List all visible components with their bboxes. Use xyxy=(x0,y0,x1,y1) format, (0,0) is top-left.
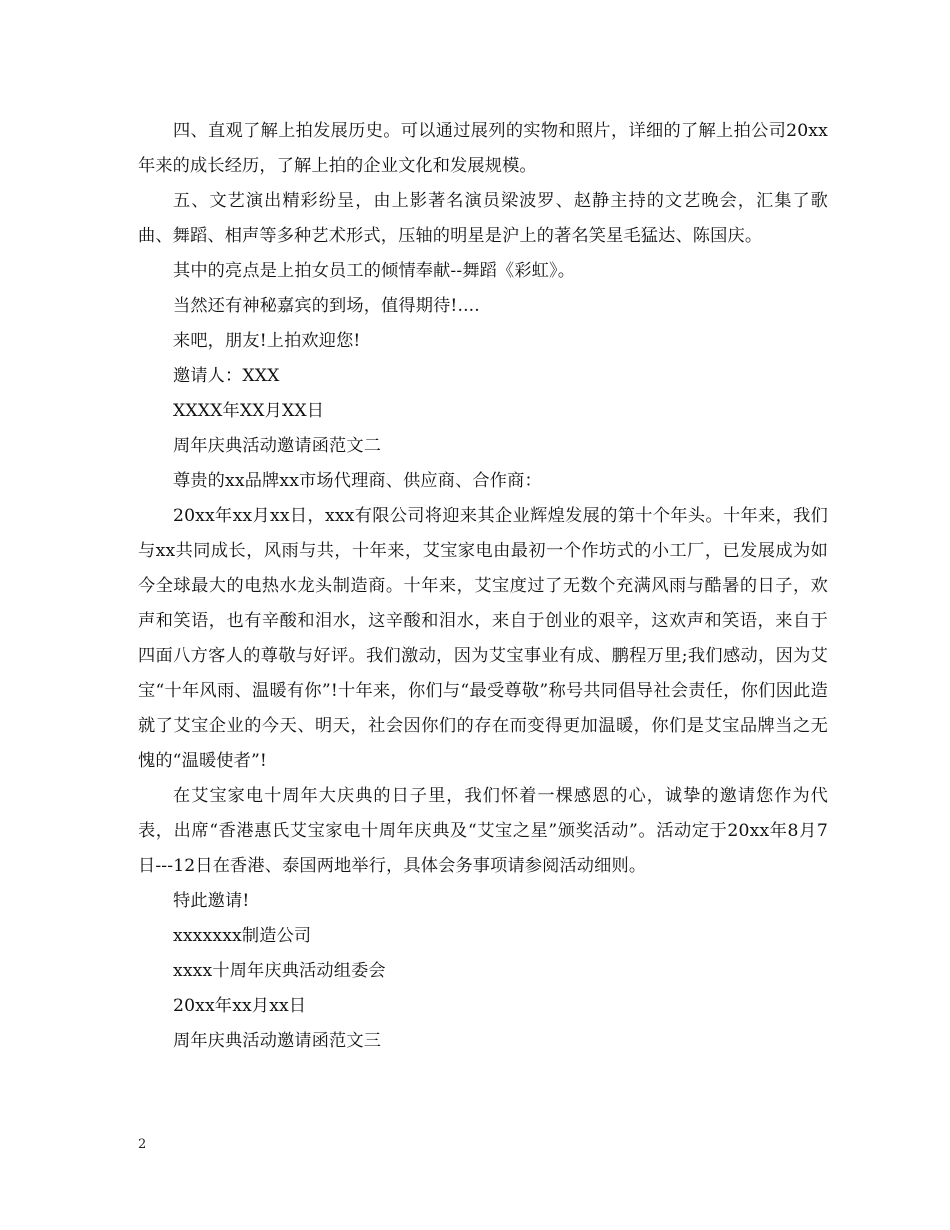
paragraph-date-2: 20xx年xx月xx日 xyxy=(173,996,307,1016)
paragraph-welcome: 来吧，朋友!上拍欢迎您! xyxy=(173,331,361,351)
paragraph-highlight: 其中的亮点是上拍女员工的倾情奉献--舞蹈《彩虹》。 xyxy=(173,261,576,281)
paragraph-tenth-anniversary: 20xx年xx月xx日，xxx有限公司将迎来其企业辉煌发展的第十个年头。十年来，我们与xx共同成长，风雨与共，十年来，艾宝家电由最初一个作坊式的小工厂，已发展成为如今全球最大的电热水龙头制造商。十年来，艾宝度过了无数个充满风雨与酷暑的日子，欢声和笑语，也有辛酸和泪水，这辛酸和泪水，来自于创业的艰辛，这欢声和笑语，来自于四面八方客人的尊敬与好评。我们激动，因为艾宝事业有成、鹏程万里;我们感动，因为艾宝“十年风雨、温暖有你”!十年来，你们与“最受尊敬”称号共同倡导社会责任，你们因此造就了艾宝企业的今天、明天，社会因你们的存在而变得更加温暖，你们是艾宝品牌当之无愧的“温暖使者”! xyxy=(138,506,828,771)
section-heading-sample-2: 周年庆典活动邀请函范文二 xyxy=(173,436,382,456)
paragraph-company: xxxxxxx制造公司 xyxy=(173,926,312,946)
paragraph-committee: xxxx十周年庆典活动组委会 xyxy=(173,961,386,981)
paragraph-exhibition-history: 四、直观了解上拍发展历史。可以通过展列的实物和照片，详细的了解上拍公司20xx年来的成长经历，了解上拍的企业文化和发展规模。 xyxy=(138,121,828,176)
section-heading-sample-3: 周年庆典活动邀请函范文三 xyxy=(173,1031,382,1051)
paragraph-salutation: 尊贵的xx品牌xx市场代理商、供应商、合作商： xyxy=(173,471,542,491)
page-number: 2 xyxy=(138,1137,147,1152)
paragraph-date-1: XXXX年XX月XX日 xyxy=(173,401,325,421)
paragraph-performance: 五、文艺演出精彩纷呈，由上影著名演员梁波罗、赵静主持的文艺晚会，汇集了歌曲、舞蹈、相声等多种艺术形式，压轴的明星是沪上的著名笑星毛猛达、陈国庆。 xyxy=(138,191,828,246)
paragraph-inviter: 邀请人：XXX xyxy=(173,366,280,386)
paragraph-invitation: 在艾宝家电十周年大庆典的日子里，我们怀着一棵感恩的心，诚挚的邀请您作为代表，出席“香港惠氏艾宝家电十周年庆典及“艾宝之星”颁奖活动”。活动定于20xx年8月7日---12日在香港、泰国两地举行，具体会务事项请参阅活动细则。 xyxy=(138,786,828,876)
paragraph-mystery-guest: 当然还有神秘嘉宾的到场，值得期待!.... xyxy=(173,296,480,316)
document-body xyxy=(138,114,828,1059)
paragraph-closing: 特此邀请! xyxy=(173,891,250,911)
